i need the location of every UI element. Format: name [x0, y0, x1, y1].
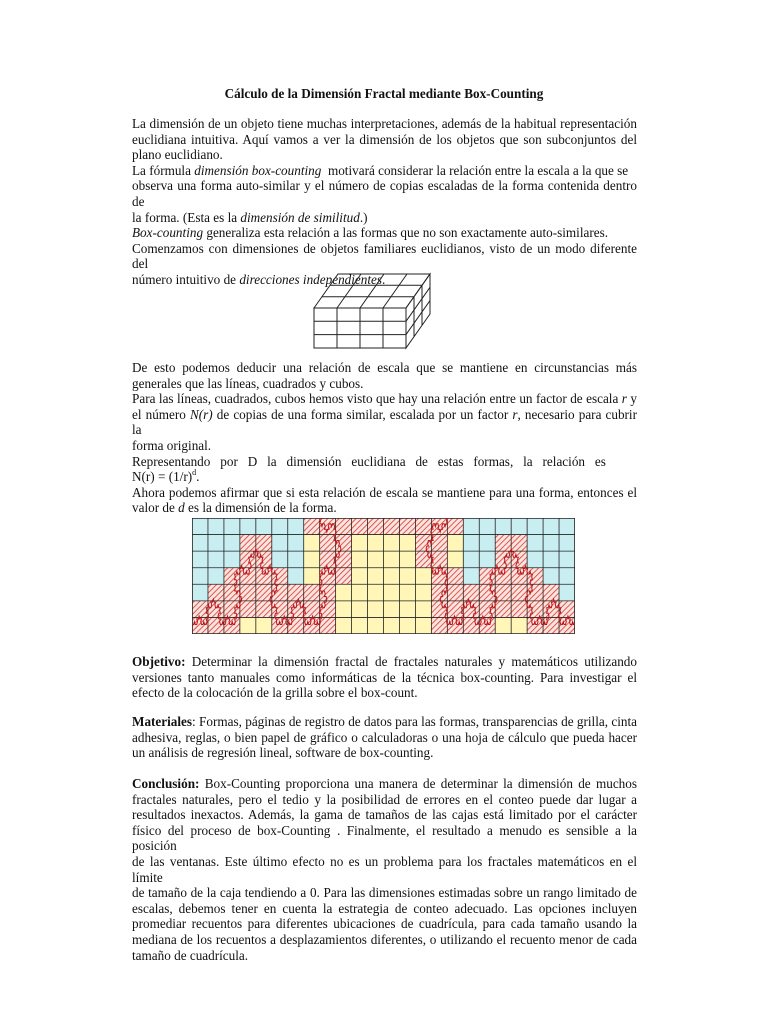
covered-box: [384, 568, 400, 585]
materiales-line: Materiales: Formas, páginas de registro de datos para las formas, transparencias de grilla, cinta: [132, 714, 637, 729]
scaling-line: Ahora podemos afirmar que si esta relación de escala se mantiene para una forma, entonces el: [132, 484, 637, 500]
materiales-line: un análisis de regresión lineal, software de box-counting.: [132, 745, 434, 761]
conclusion-label: Conclusión:: [132, 776, 200, 791]
hatched-box: [192, 601, 208, 618]
objetivo-line: efecto de la colocación de la grilla sobre el box-count.: [132, 685, 418, 701]
scaling-line: generales que las líneas, cuadrados y cubos.: [132, 375, 364, 391]
objetivo-label: Objetivo:: [132, 654, 186, 669]
hatched-box: [256, 601, 272, 618]
scaling-line: Para las líneas, cuadrados, cubos hemos visto que hay una relación entre un factor de escala r y: [132, 391, 638, 407]
hatched-box: [320, 535, 336, 552]
covered-box: [352, 601, 368, 618]
hatched-box: [336, 551, 352, 568]
hatched-box: [415, 535, 431, 552]
hatched-box: [431, 535, 447, 552]
hatched-box: [559, 601, 575, 618]
covered-box: [399, 617, 415, 634]
covered-box: [415, 601, 431, 618]
covered-box: [415, 568, 431, 585]
hatched-box: [447, 518, 463, 535]
hatched-box: [256, 584, 272, 601]
hatched-box: [256, 551, 272, 568]
hatched-box: [479, 568, 495, 585]
intro-line: plano euclidiano.: [132, 147, 223, 163]
hatched-box: [447, 617, 463, 634]
covered-box: [304, 551, 320, 568]
hatched-box: [495, 584, 511, 601]
covered-box: [368, 551, 384, 568]
hatched-box: [511, 584, 527, 601]
covered-box: [240, 617, 256, 634]
hatched-box: [479, 617, 495, 634]
hatched-box: [224, 568, 240, 585]
hatched-box: [463, 617, 479, 634]
hatched-box: [511, 535, 527, 552]
covered-box: [447, 535, 463, 552]
covered-box: [384, 617, 400, 634]
hatched-box: [447, 601, 463, 618]
conclusion-line: escalas, debemos tener en cuenta la estrategia de conteo adecuado. Las opciones incluyen: [132, 900, 637, 916]
covered-box: [447, 551, 463, 568]
hatched-box: [511, 551, 527, 568]
intro-line: la forma. (Esta es la dimensión de similitud.): [132, 209, 368, 225]
covered-box: [415, 584, 431, 601]
hatched-box: [256, 568, 272, 585]
conclusion-line: de tamaño de la caja tendiendo a 0. Para las dimensiones estimadas sobre un rango limitado de: [132, 885, 637, 901]
hatched-box: [272, 601, 288, 618]
covered-box: [399, 568, 415, 585]
hatched-box: [495, 601, 511, 618]
scaling-line: forma original.: [132, 437, 212, 453]
covered-box: [352, 617, 368, 634]
hatched-box: [336, 518, 352, 535]
intro-line: observa una forma auto-similar y el número de copias escaladas de la forma contenida dentro de: [132, 178, 637, 209]
materiales-label: Materiales: [132, 714, 193, 729]
covered-box: [352, 551, 368, 568]
covered-box: [352, 584, 368, 601]
hatched-box: [495, 568, 511, 585]
covered-box: [384, 584, 400, 601]
conclusion-line: fractales naturales, pero el tedio y la posibilidad de errores en el conteo puede dar lugar a: [132, 791, 637, 807]
covered-box: [399, 535, 415, 552]
covered-box: [384, 551, 400, 568]
hatched-box: [336, 568, 352, 585]
intro-paragraph: [132, 116, 637, 288]
intro-line: Comenzamos con dimensiones de objetos familiares euclidianos, visto de un modo diferente del: [132, 240, 637, 272]
scaling-formula: $N(r) = (1/r)^d$.: [132, 468, 200, 485]
intro-line: La fórmula dimensión box-counting motivará considerar la relación entre la escala a la que se: [132, 162, 629, 178]
conclusion-line: tamaño de cuadrícula.: [132, 947, 249, 963]
hatched-box: [288, 617, 304, 634]
hatched-box: [304, 518, 320, 535]
intro-line: número intuitivo de direcciones independientes.: [132, 271, 386, 287]
hatched-box: [431, 617, 447, 634]
hatched-box: [304, 617, 320, 634]
hatched-box: [495, 551, 511, 568]
covered-box: [495, 617, 511, 634]
hatched-box: [527, 601, 543, 618]
hatched-box: [463, 584, 479, 601]
conclusion-line: promediar recuentos para diferentes ubicaciones de cuadrícula, para cada tamaño usando la: [132, 916, 637, 932]
covered-box: [399, 584, 415, 601]
covered-box: [399, 551, 415, 568]
objetivo-paragraph: [132, 654, 637, 701]
hatched-box: [208, 601, 224, 618]
hatched-box: [224, 601, 240, 618]
conclusion-line: de las ventanas. Este último efecto no es un problema para los fractales matemáticos en el límite: [132, 853, 637, 885]
objetivo-line: Objetivo: Determinar la dimensión fractal de fractales naturales y matemáticos utilizando: [132, 654, 637, 669]
hatched-box: [399, 518, 415, 535]
hatched-box: [272, 617, 288, 634]
covered-box: [336, 601, 352, 618]
hatched-box: [479, 601, 495, 618]
hatched-box: [336, 535, 352, 552]
hatched-box: [495, 535, 511, 552]
covered-box: [352, 535, 368, 552]
hatched-box: [543, 601, 559, 618]
page-title: Cálculo de la Dimensión Fractal mediante Box-Counting: [224, 86, 544, 101]
hatched-box: [288, 584, 304, 601]
hatched-box: [527, 617, 543, 634]
hatched-box: [511, 568, 527, 585]
covered-box: [384, 601, 400, 618]
hatched-box: [304, 601, 320, 618]
hatched-box: [208, 584, 224, 601]
scaling-paragraph: [132, 360, 637, 516]
covered-box: [352, 568, 368, 585]
conclusion-line: físico del proceso de box-Counting . Finalmente, el resultado a menudo es sensible a la posición: [132, 822, 637, 854]
scaling-line: Representando por D la dimensión euclidiana de estas formas, la relación es: [132, 453, 606, 469]
hatched-box: [224, 617, 240, 634]
scaling-line: valor de d es la dimensión de la forma.: [132, 500, 337, 516]
hatched-box: [527, 568, 543, 585]
materiales-line: adhesiva, reglas, o bien papel de gráfico o calculadoras o una hoja de cálculo que pueda hacer: [132, 729, 637, 745]
conclusion-line: resultados inexactos. Además, la gama de tamaños de las cajas está limitado por el carácter: [132, 807, 637, 823]
hatched-box: [463, 601, 479, 618]
conclusion-line: Conclusión: Box-Counting proporciona una manera de determinar la dimensión de muchos: [132, 776, 637, 791]
covered-box: [336, 584, 352, 601]
hatched-box: [415, 551, 431, 568]
covered-box: [336, 617, 352, 634]
covered-box: [511, 617, 527, 634]
hatched-box: [304, 584, 320, 601]
covered-box: [368, 601, 384, 618]
covered-box: [256, 617, 272, 634]
covered-box: [368, 617, 384, 634]
hatched-box: [447, 568, 463, 585]
covered-box: [304, 535, 320, 552]
covered-box: [304, 568, 320, 585]
hatched-box: [543, 617, 559, 634]
hatched-box: [288, 601, 304, 618]
conclusion-line: mediana de los recuentos a desplazamientos diferentes, o utilizando el recuento menor de cada: [132, 931, 637, 947]
covered-box: [368, 535, 384, 552]
intro-line: Box-counting generaliza esta relación a las formas que no son exactamente auto-similares.: [132, 225, 609, 241]
hatched-box: [431, 551, 447, 568]
covered-box: [368, 584, 384, 601]
hatched-box: [320, 551, 336, 568]
hatched-box: [511, 601, 527, 618]
hatched-box: [320, 617, 336, 634]
covered-box: [384, 535, 400, 552]
hatched-box: [415, 518, 431, 535]
intro-line: euclidiana intuitiva. Aquí vamos a ver la dimensión de los objetos que son subconjuntos del: [132, 131, 637, 147]
conclusion-paragraph: [132, 776, 637, 963]
hatched-box: [208, 617, 224, 634]
hatched-box: [240, 584, 256, 601]
hatched-box: [352, 518, 368, 535]
hatched-box: [384, 518, 400, 535]
scaling-line: el número N(r) de copias de una forma similar, escalada por un factor r, necesario para cubrir la: [132, 406, 637, 438]
objetivo-line: versiones tanto manuales como informáticas de la técnica box-counting. Para investigar el: [132, 669, 637, 685]
hatched-box: [368, 518, 384, 535]
covered-box: [399, 601, 415, 618]
covered-box: [415, 617, 431, 634]
materiales-paragraph: [132, 714, 637, 761]
hatched-box: [447, 584, 463, 601]
hatched-box: [240, 568, 256, 585]
cube-grid-figure: [312, 270, 434, 350]
hatched-box: [240, 601, 256, 618]
scaling-line: De esto podemos deducir una relación de escala que se mantiene en circunstancias más: [132, 360, 637, 375]
hatched-box: [272, 568, 288, 585]
hatched-box: [240, 535, 256, 552]
intro-line: La dimensión de un objeto tiene muchas interpretaciones, además de la habitual representación: [132, 116, 637, 131]
hatched-box: [240, 551, 256, 568]
hatched-box: [543, 584, 559, 601]
hatched-box: [256, 535, 272, 552]
covered-box: [368, 568, 384, 585]
box-counting-figure: [192, 518, 575, 634]
